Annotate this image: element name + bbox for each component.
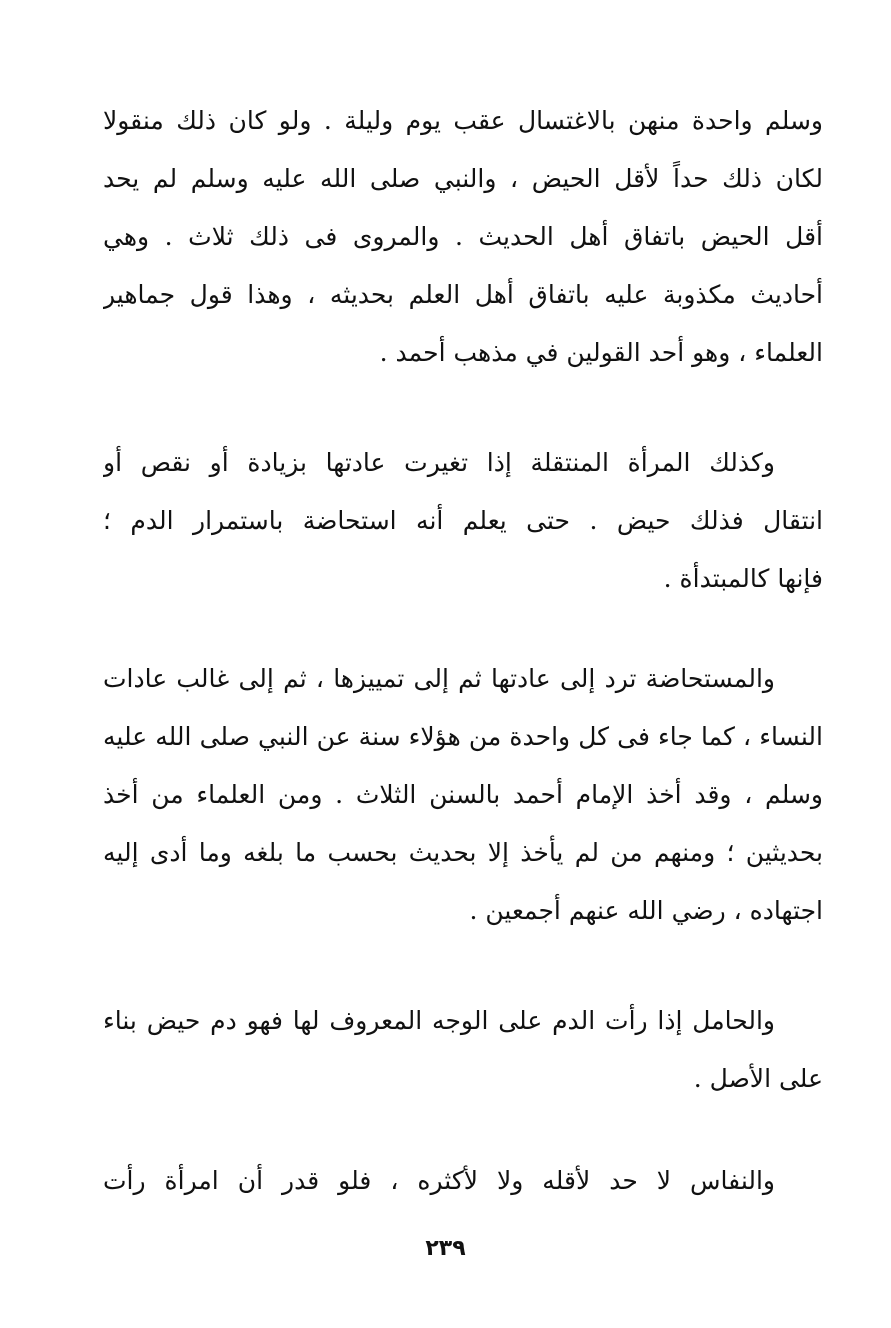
text-line: فإنها كالمبتدأة .	[663, 564, 823, 593]
paragraph-4	[103, 992, 823, 1108]
text-line: والحامل إذا رأت الدم على الوجه المعروف لها فهو دم حيض بناء	[103, 1006, 775, 1035]
paragraph-2	[103, 434, 823, 608]
paragraph-3	[103, 650, 823, 940]
text-line: انتقال فذلك حيض . حتى يعلم أنه استحاضة باستمرار الدم ؛	[103, 506, 823, 535]
text-line: أحاديث مكذوبة عليه باتفاق أهل العلم بحديثه ، وهذا قول جماهير	[103, 280, 823, 309]
text-line: وسلم واحدة منهن بالاغتسال عقب يوم وليلة . ولو كان ذلك منقولا	[103, 106, 823, 135]
text-line: وكذلك المرأة المنتقلة إذا تغيرت عادتها بزيادة أو نقص أو	[103, 448, 775, 477]
paragraph-1	[103, 92, 823, 382]
text-line: لكان ذلك حداً لأقل الحيض ، والنبي صلى الله عليه وسلم لم يحد	[103, 164, 823, 193]
text-line: وسلم ، وقد أخذ الإمام أحمد بالسنن الثلاث . ومن العلماء من أخذ	[103, 780, 823, 809]
text-line: اجتهاده ، رضي الله عنهم أجمعين .	[469, 896, 823, 925]
paragraph-5	[103, 1152, 823, 1210]
text-line: النساء ، كما جاء فى كل واحدة من هؤلاء سنة عن النبي صلى الله عليه	[103, 722, 823, 751]
text-line: العلماء ، وهو أحد القولين في مذهب أحمد .	[379, 338, 823, 367]
text-line: والمستحاضة ترد إلى عادتها ثم إلى تمييزها ، ثم إلى غالب عادات	[103, 664, 775, 693]
text-line: أقل الحيض باتفاق أهل الحديث . والمروى فى ذلك ثلاث . وهي	[103, 222, 823, 251]
text-line: على الأصل .	[693, 1064, 823, 1093]
page-number: ٢٣٩	[425, 1236, 466, 1261]
text-line: بحديثين ؛ ومنهم من لم يأخذ إلا بحديث بحسب ما بلغه وما أدى إليه	[103, 838, 823, 867]
text-line: والنفاس لا حد لأقله ولا لأكثره ، فلو قدر أن امرأة رأت	[103, 1166, 775, 1195]
